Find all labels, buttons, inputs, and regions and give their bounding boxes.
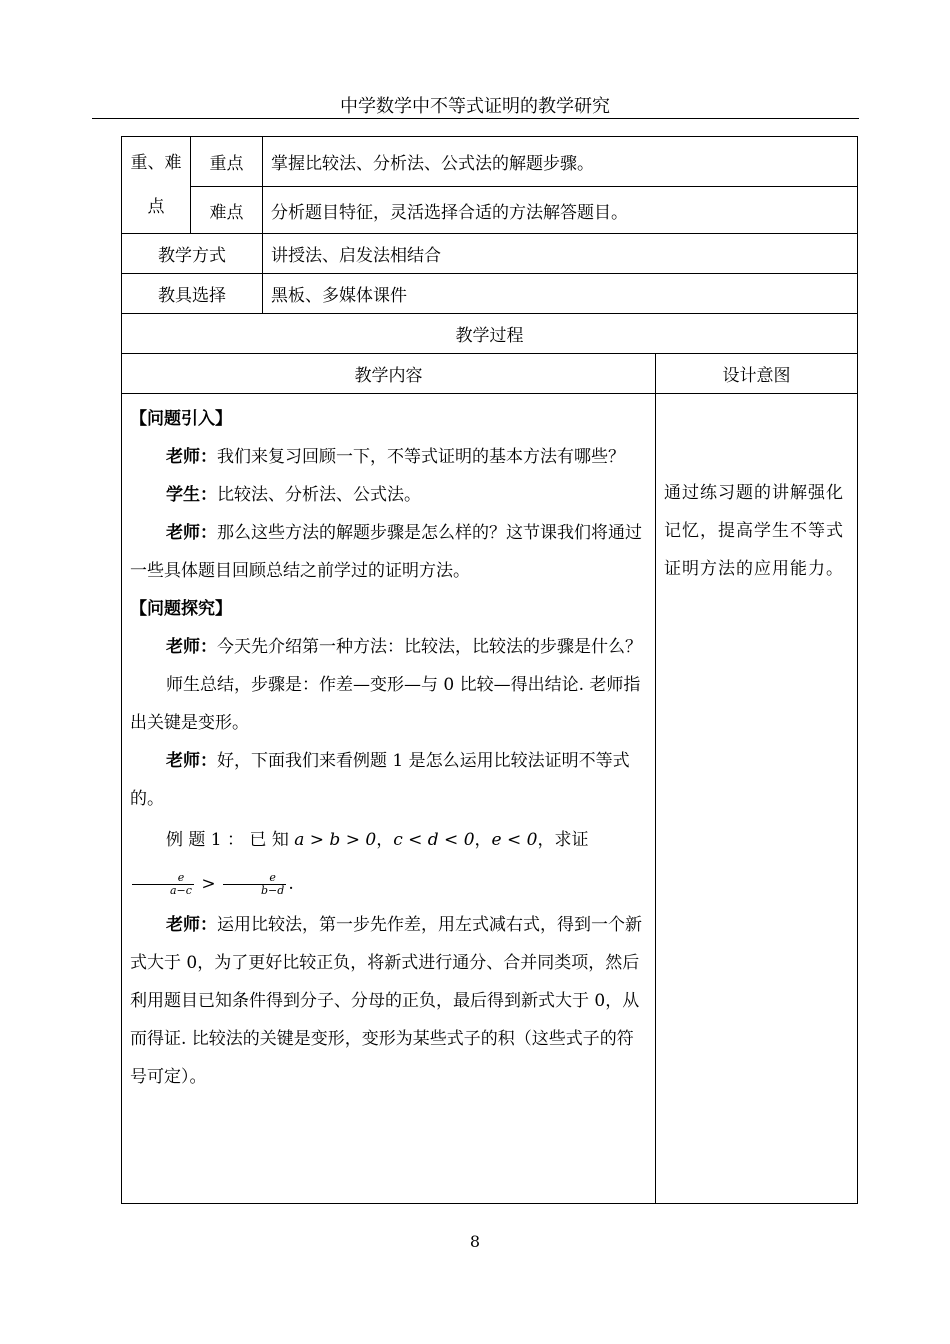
page-number: 8 — [469, 1232, 481, 1251]
speaker-label: 老师： — [166, 447, 217, 467]
intent-header: 设计意图 — [722, 366, 791, 386]
key-point-text-cell — [263, 137, 858, 187]
key-difficult-label-cell — [122, 137, 191, 234]
dialogue-text: 今天先介绍第一种方法：比较法，比较法的步骤是什么？ — [217, 637, 642, 657]
key-point-label-cell — [191, 137, 263, 187]
design-intent-cell — [656, 394, 858, 1204]
dialogue-paragraph — [130, 476, 647, 514]
greater-than-sign: > — [201, 874, 216, 894]
example-condition-3: e < 0 — [491, 830, 538, 850]
page-header-title: 中学数学中不等式证明的教学研究 — [340, 96, 610, 117]
dialogue-text: 那么这些方法的解题步骤是怎么样的？这节课我们将通过一些具体题目回顾总结之前学过的证明方法。 — [130, 523, 642, 581]
dialogue-text: 比较法、分析法、公式法。 — [217, 485, 421, 505]
process-title-cell — [122, 314, 858, 354]
difficult-point-label: 难点 — [209, 202, 244, 223]
intent-header-cell — [656, 354, 858, 394]
example-label: 例 题 1 ： 已 知 — [166, 830, 289, 850]
tools-text-cell — [263, 274, 858, 314]
dialogue-paragraph — [130, 906, 647, 1096]
speaker-label: 老师： — [166, 637, 217, 657]
method-text: 讲授法、启发法相结合 — [271, 246, 441, 266]
fraction-right-numerator: e — [269, 871, 276, 884]
key-point-label: 重点 — [209, 154, 244, 174]
dialogue-text: 运用比较法，第一步先作差，用左式减右式，得到一个新式大于 0，为了更好比较正负，将新式进行通分、合并同类项，然后利用题目已知条件得到分子、分母的正负，最后得到新式大于 0，从而得证. 比较法的关键是变形，变形为某些式子的积（这些式子的符号可定）。 — [130, 915, 642, 1087]
key-difficult-label: 重、难点 — [130, 153, 182, 217]
example-condition-1: a > b > 0 — [294, 830, 377, 850]
header-rule — [92, 118, 859, 119]
fraction-left-numerator: e — [177, 871, 185, 884]
example-prove-label: 求证 — [554, 830, 589, 850]
section-heading-explore: 【问题探究】 — [130, 599, 232, 619]
dialogue-paragraph — [130, 438, 647, 476]
tools-label: 教具选择 — [158, 286, 226, 306]
key-point-text: 掌握比较法、分析法、公式法的解题步骤。 — [271, 154, 594, 174]
difficult-point-text-cell — [263, 187, 858, 234]
difficult-point-label-cell — [191, 187, 263, 234]
fraction-left-denominator: a−c — [132, 884, 194, 897]
fraction-right-denominator: b−d — [223, 884, 286, 897]
fraction-right — [223, 872, 286, 897]
tools-text: 黑板、多媒体课件 — [271, 286, 407, 306]
method-text-cell — [263, 234, 858, 274]
dialogue-paragraph — [130, 514, 647, 590]
process-title: 教学过程 — [455, 326, 524, 346]
difficult-point-text: 分析题目特征，灵活选择合适的方法解答题目。 — [271, 202, 628, 223]
fraction-left — [132, 872, 194, 897]
dialogue-paragraph — [130, 628, 647, 666]
dialogue-paragraph — [130, 742, 647, 818]
lesson-plan-table — [121, 136, 858, 1204]
section-heading-intro: 【问题引入】 — [130, 409, 232, 429]
content-header: 教学内容 — [354, 366, 423, 386]
method-label: 教学方式 — [158, 246, 226, 266]
teaching-content-cell — [122, 394, 656, 1204]
example-problem: 例 题 1 ： 已 知 a > b > 0，c < d < 0，e < 0，求证 $\frac{e}{a-c}$ > $\frac{e}{b-d}$ . — [130, 818, 647, 906]
dialogue-text: 好，下面我们来看例题 1 是怎么运用比较法证明不等式的。 — [130, 751, 630, 809]
design-intent-text: 通过练习题的讲解强化记忆，提高学生不等式证明方法的应用能力。 — [664, 483, 844, 579]
speaker-label: 学生： — [166, 485, 217, 505]
speaker-label: 老师： — [166, 915, 217, 935]
method-label-cell — [122, 234, 263, 274]
dialogue-text: 我们来复习回顾一下，不等式证明的基本方法有哪些？ — [217, 447, 625, 467]
speaker-label: 老师： — [166, 751, 217, 771]
example-condition-2: c < d < 0 — [393, 830, 475, 850]
tools-label-cell — [122, 274, 263, 314]
summary-paragraph: 师生总结，步骤是：作差—变形—与 0 比较—得出结论. 老师指出关键是变形。 — [130, 675, 641, 733]
content-header-cell — [122, 354, 656, 394]
speaker-label: 老师： — [166, 523, 217, 543]
